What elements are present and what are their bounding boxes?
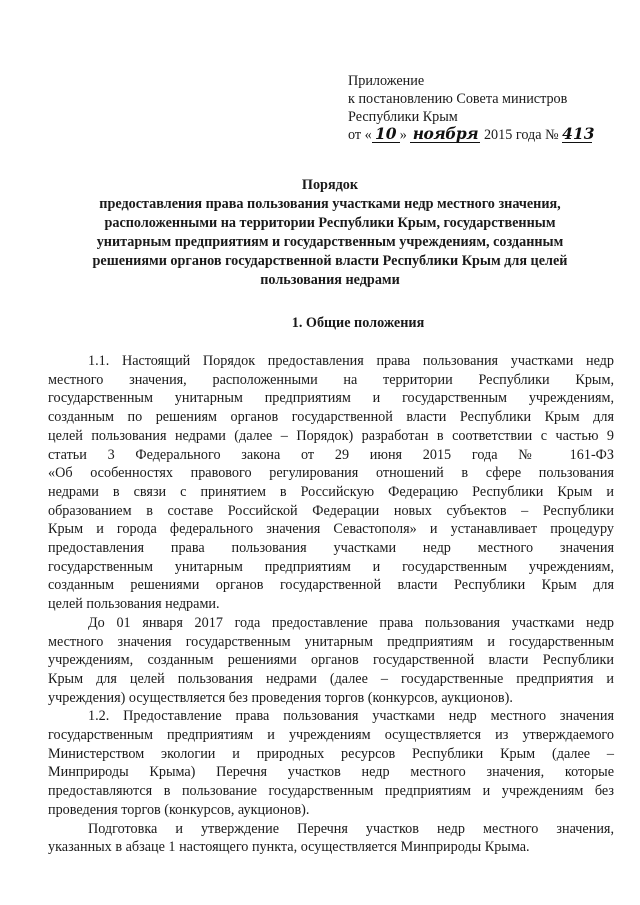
date-prefix: от « xyxy=(348,127,372,143)
text-line: целей пользования недрами (далее – Порядок) разработан в соответствии с частью 9 xyxy=(48,427,614,444)
text-line: 1.1. Настоящий Порядок предоставления права пользования участками недр xyxy=(88,353,614,369)
document-title: Порядок xyxy=(301,177,359,193)
text-line: целей пользования недрами. xyxy=(48,596,220,613)
appendix-resolution-ref: к постановлению Совета министров xyxy=(348,91,568,107)
text-line: Минприроды Крыма) Перечня участков недр местного значения, которые xyxy=(48,764,614,781)
text-line: предоставляются в пользование государственным предприятиям и учреждениям без xyxy=(48,783,614,800)
text-line: государственным унитарным предприятиям и государственным учреждениям, xyxy=(48,390,614,407)
paragraph-1-2 xyxy=(48,707,614,819)
text-line: недрами в связи с принятием в Российскую Федерацию Республики Крым и xyxy=(48,483,614,500)
section-1-title: 1. Общие положения xyxy=(291,315,425,331)
text-line: государственным предприятиям и учреждениям осуществляется из утверждаемого xyxy=(48,727,614,744)
text-line: учреждения) осуществляется без проведения торгов (конкурсов, аукционов). xyxy=(48,689,513,706)
title-line: предоставления права пользования участками недр местного значения, xyxy=(99,196,561,212)
document-title-block xyxy=(40,176,620,290)
section-heading xyxy=(0,314,640,332)
text-line: предоставления права пользования участками недр местного значения xyxy=(48,540,614,557)
text-line: 1.2. Предоставление права пользования участками недр местного значения xyxy=(88,708,614,725)
document-body xyxy=(48,352,614,857)
text-line: образованием в составе Российской Федерации новых субъектов – Республики xyxy=(48,502,614,519)
text-line: государственным унитарным предприятиям и государственным учреждениям, xyxy=(48,558,614,575)
text-line: созданным по решениям органов государственной власти Республики Крым для xyxy=(48,409,614,426)
text-line: местного значения государственным унитарным предприятиям и государственным xyxy=(48,633,614,650)
text-line: Подготовка и утверждение Перечня участков недр местного значения, xyxy=(88,820,614,837)
text-line: Крым для целей пользования недрами (далее – государственные предприятия и xyxy=(48,670,614,687)
text-line: Министерством экологии и природных ресурсов Республики Крым (далее – xyxy=(48,745,614,762)
text-line: созданным решениями органов государственной власти Республики Крым для xyxy=(48,577,614,594)
paragraph-list-preparation xyxy=(48,820,614,857)
title-line: пользования недрами xyxy=(260,272,400,288)
appendix-republic: Республики Крым xyxy=(348,109,458,125)
text-line: указанных в абзаце 1 настоящего пункта, осуществляется Минприроды Крыма. xyxy=(48,839,530,856)
text-line: «Об особенностях правового регулирования отношений в сфере пользования xyxy=(48,465,614,482)
appendix-date-line xyxy=(348,126,638,144)
title-line: унитарным предприятиям и государственным учреждениям, созданным xyxy=(96,234,564,250)
paragraph-1-1 xyxy=(48,352,614,614)
title-line: решениями органов государственной власти Республики Крым для целей xyxy=(92,253,568,269)
handwritten-day: 10 xyxy=(372,126,400,143)
text-line: учреждениям, созданным решениями органов государственной власти Республики xyxy=(48,652,614,669)
handwritten-month: ноября xyxy=(410,126,480,143)
appendix-header xyxy=(348,72,638,144)
handwritten-doc-number: 413 xyxy=(562,124,595,143)
date-mid: » xyxy=(399,127,407,143)
date-suffix: 2015 года № xyxy=(483,127,559,143)
text-line: Крым и города федерального значения Севастополя» и устанавливает процедуру xyxy=(48,521,614,538)
text-line: проведения торгов (конкурсов, аукционов). xyxy=(48,801,310,818)
text-line: местного значения, расположенными на территории Республики Крым, xyxy=(48,371,614,388)
appendix-label: Приложение xyxy=(348,73,425,89)
text-line: статьи 3 Федерального закона от 29 июня 2015 года № 161-ФЗ xyxy=(48,446,614,463)
text-line: До 01 января 2017 года предоставление права пользования участками недр xyxy=(88,614,614,631)
paragraph-transition xyxy=(48,614,614,708)
title-line: расположенными на территории Республики Крым, государственным xyxy=(104,215,556,231)
